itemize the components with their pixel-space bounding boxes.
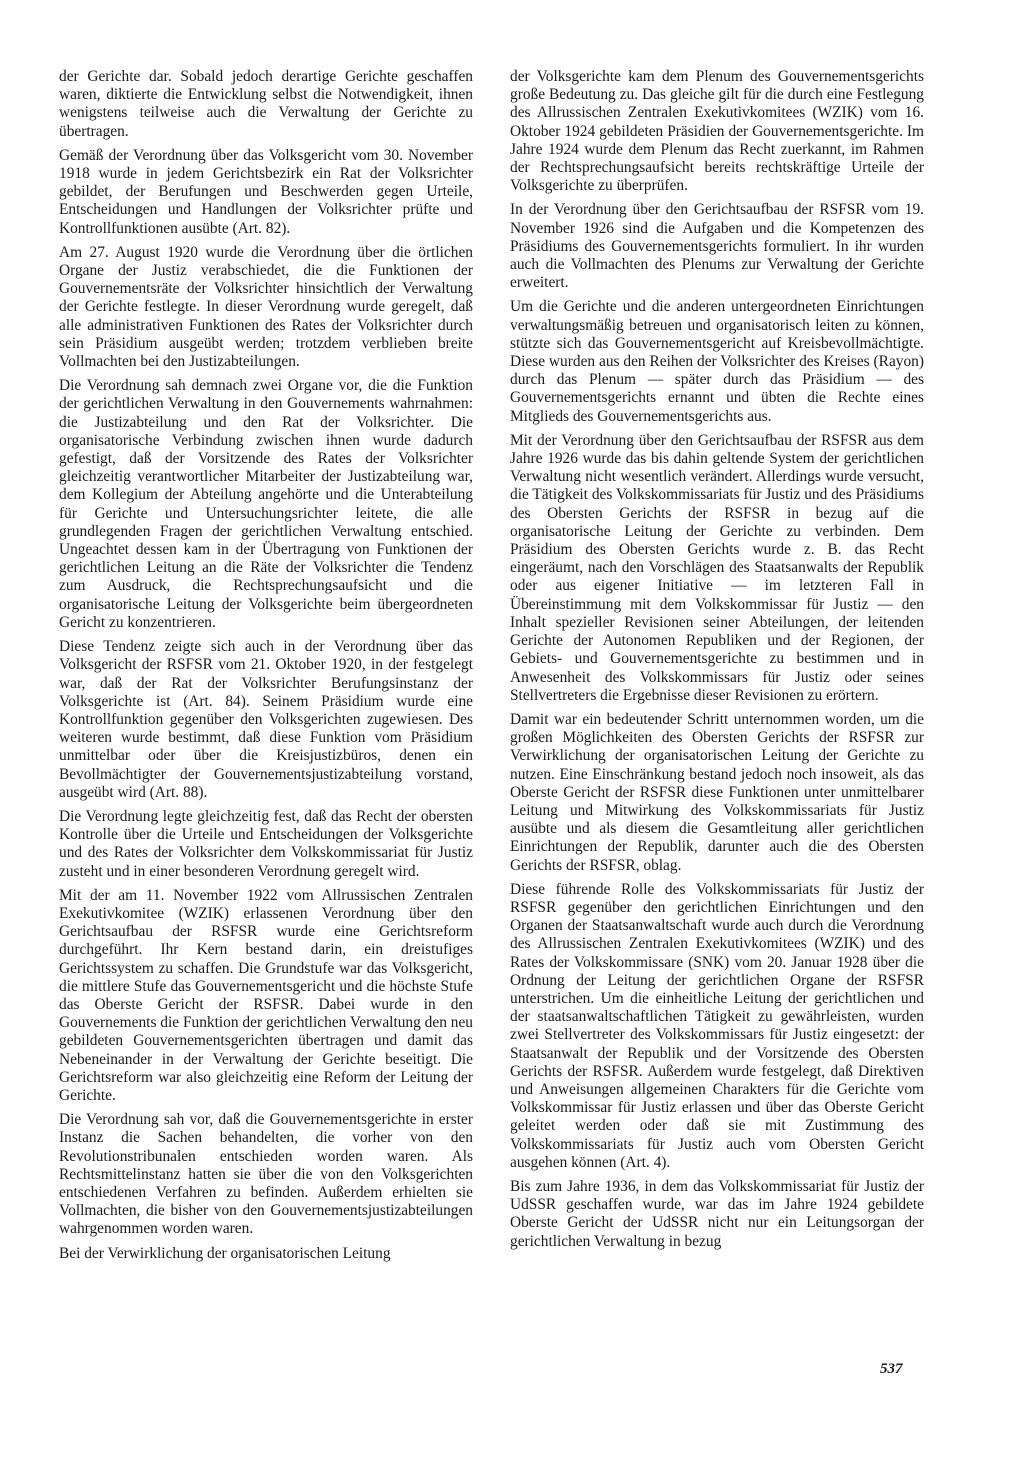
left-column [59, 68, 473, 1269]
paragraph: Diese Tendenz zeigte sich auch in der Verordnung über das Volksgericht der RSFSR vom 21. Oktober 1920, in der festgelegt war, daß der Rat der Volksrichter Berufungsinstanz der Volksgerichte ist (Art. 84). Seinem Präsidium wurde eine Kontrollfunktion gegenüber den Volksgerichten zugewiesen. Des weiteren wurde bestimmt, daß diese Funktion vom Präsidium unmittelbar oder über die Kreisjustizbüros, denen ein Bevollmächtigter der Gouvernementsjustizabteilung vorstand, ausgeübt wird (Art. 88). [59, 638, 473, 801]
paragraph: Um die Gerichte und die anderen untergeordneten Einrichtungen verwaltungsmäßig betreuen und organisatorisch leiten zu können, stützte sich das Gouvernementsgericht auf Kreisbevollmächtigte. Diese wurden aus den Reihen der Volksrichter des Kreises (Rayon) durch das Plenum — später durch das Präsidium — des Gouvernementsgerichts ernannt und übten die Rechte eines Mitglieds des Gouvernementsgerichts aus. [510, 298, 924, 425]
paragraph: Mit der Verordnung über den Gerichtsaufbau der RSFSR aus dem Jahre 1926 wurde das bis dahin geltende System der gerichtlichen Verwaltung nicht wesentlich verändert. Allerdings wurde versucht, die Tätigkeit des Volkskommissariats für Justiz und des Präsidiums des Obersten Gerichts der RSFSR in bezug auf die organisatorische Leitung der Gerichte zu verbinden. Dem Präsidium des Obersten Gerichts wurde z. B. das Recht eingeräumt, nach den Vorschlägen des Staatsanwalts der Republik oder aus eigener Initiative — im letzteren Fall in Übereinstimmung mit dem Volkskommissar für Justiz — den Inhalt spezieller Revisionen seiner Abteilungen, der leitenden Gerichte der Autonomen Republiken und der Regionen, der Gebiets- und Gouvernementsgerichte zu bestimmen und in Anwesenheit des Volkskommissars für Justiz oder seines Stellvertreters die Ergebnisse dieser Revisionen zu erörtern. [510, 431, 924, 704]
page-number: 537 [880, 1361, 903, 1377]
paragraph: Am 27. August 1920 wurde die Verordnung über die örtlichen Organe der Justiz verabschiedet, die die Funktionen der Gouvernementsräte der Volksrichter hinsichtlich der Verwaltung der Gerichte festlegte. In dieser Verordnung wurde geregelt, daß alle administrativen Funktionen des Rates der Volksrichter durch sein Präsidium ausgeübt werden; trotzdem verblieben breite Vollmachten bei den Justizabteilungen. [59, 243, 473, 371]
paragraph: Die Verordnung legte gleichzeitig fest, daß das Recht der obersten Kontrolle über die Urteile und Entscheidungen der Volksgerichte und des Rates der Volksrichter dem Volkskommissariat für Justiz zusteht und in einer besonderen Verordnung geregelt wird. [59, 807, 473, 880]
paragraph: der Gerichte dar. Sobald jedoch derartige Gerichte geschaffen waren, diktierte die Entwicklung selbst die Notwendigkeit, ihnen wenigstens teilweise auch die Verwaltung der Gerichte zu übertragen. [59, 68, 473, 140]
right-column [510, 68, 924, 1257]
paragraph: Die Verordnung sah vor, daß die Gouvernementsgerichte in erster Instanz die Sachen behandelten, die vorher von den Revolutionstribunalen entschieden worden waren. Als Rechtsmittelinstanz hatten sie über die von den Volksgerichten entschiedenen Verfahren zu befinden. Außerdem erhielten sie Vollmachten, die bisher von den Gouvernementsjustizabteilungen wahrgenommen worden waren. [59, 1111, 473, 1238]
paragraph: Diese führende Rolle des Volkskommissariats für Justiz der RSFSR gegenüber den gerichtlichen Einrichtungen und den Organen der Staatsanwaltschaft wurde auch durch die Verordnung des Allrussischen Zentralen Exekutivkomitees (WZIK) und des Rates der Volkskommissare (SNK) vom 20. Januar 1928 über die Ordnung der Leitung der gerichtlichen Organe der RSFSR unterstrichen. Um die einheitliche Leitung der gerichtlichen und der staatsanwaltschaftlichen Tätigkeit zu gewährleisten, wurden zwei Stellvertreter des Volkskommissars für Justiz eingesetzt: der Staatsanwalt der Republik und der Vorsitzende des Obersten Gerichts der RSFSR. Außerdem wurde festgelegt, daß Direktiven und Anweisungen allgemeinen Charakters für die Gerichte vom Volkskommissar für Justiz erlassen und über das Oberste Gericht geleitet werden oder daß sie mit Zustimmung des Volkskommissariats für Justiz auch vom Obersten Gericht ausgehen können (Art. 4). [510, 880, 924, 1171]
paragraph: Die Verordnung sah demnach zwei Organe vor, die die Funktion der gerichtlichen Verwaltung in den Gouvernements wahrnahmen: die Justizabteilung und den Rat der Volksrichter. Die organisatorische Verbindung zwischen ihnen wurde dadurch gefestigt, daß der Vorsitzende des Rates der Volksrichter gleichzeitig verantwortlicher Mitarbeiter der Justizabteilung war, dem Kollegium der Abteilung angehörte und die Unterabteilung für Gerichte und Untersuchungsrichter leitete, die alle grundlegenden Fragen der gerichtlichen Verwaltung entschied. Ungeachtet dessen kam in der Übertragung von Funktionen der gerichtlichen Leitung an die Räte der Volksrichter die Tendenz zum Ausdruck, die Rechtsprechungsaufsicht und die organisatorische Leitung der Volksgerichte beim übergeordneten Gericht zu konzentrieren. [59, 377, 473, 631]
paragraph: In der Verordnung über den Gerichtsaufbau der RSFSR vom 19. November 1926 sind die Aufgaben und die Kompetenzen des Präsidiums des Gouvernementsgerichts formuliert. In ihr wurden auch die Vollmachten des Plenums zur Verwaltung der Gerichte erweitert. [510, 201, 924, 292]
paragraph: Bei der Verwirklichung der organisatorischen Leitung [59, 1244, 391, 1262]
paragraph: Gemäß der Verordnung über das Volksgericht vom 30. November 1918 wurde in jedem Gerichtsbezirk ein Rat der Volksrichter gebildet, der Berufungen und Beschwerden gegen Urteile, Entscheidungen und Handlungen der Volksrichter prüfte und Kontrollfunktionen ausübte (Art. 82). [59, 146, 473, 237]
paragraph: Mit der am 11. November 1922 vom Allrussischen Zentralen Exekutivkomitee (WZIK) erlassenen Verordnung über den Gerichtsaufbau der RSFSR wurde eine Gerichtsreform durchgeführt. Ihr Kern bestand darin, ein dreistufiges Gerichtssystem zu schaffen. Die Grundstufe war das Volksgericht, die mittlere Stufe das Gouvernementsgericht und die höchste Stufe das Oberste Gericht der RSFSR. Dabei wurde in den Gouvernements die Funktion der gerichtlichen Verwaltung den neu gebildeten Gouvernementsgerichten übertragen und damit das Nebeneinander in der Verwaltung der Gerichte beseitigt. Die Gerichtsreform war also gleichzeitig eine Reform der Leitung der Gerichte. [59, 886, 473, 1104]
paragraph: Bis zum Jahre 1936, in dem das Volkskommissariat für Justiz der UdSSR geschaffen wurde, war das im Jahre 1924 gebildete Oberste Gericht der UdSSR nicht nur ein Leitungsorgan der gerichtlichen Verwaltung in bezug [510, 1177, 924, 1250]
paragraph: Damit war ein bedeutender Schritt unternommen worden, um die großen Möglichkeiten des Obersten Gerichts der RSFSR zur Verwirklichung der organisatorischen Leitung der Gerichte zu nutzen. Eine Einschränkung bestand jedoch noch insoweit, als das Oberste Gericht der RSFSR diese Funktionen unter unmittelbarer Leitung und Mitwirkung des Volkskommissariats für Justiz ausübte und als diesem die Gesamtleitung aller gerichtlichen Einrichtungen der Republik, darunter auch die des Obersten Gerichts der RSFSR, oblag. [510, 710, 924, 874]
paragraph: der Volksgerichte kam dem Plenum des Gouvernementsgerichts große Bedeutung zu. Das gleiche gilt für die durch eine Festlegung des Allrussischen Zentralen Exekutivkomitees (WZIK) vom 16. Oktober 1924 gebildeten Präsidien der Gouvernementsgerichte. Im Jahre 1924 wurde dem Plenum das Recht zuerkannt, im Rahmen der Rechtsprechungsaufsicht bereits rechtskräftige Urteile der Volksgerichte zu überprüfen. [510, 68, 924, 195]
